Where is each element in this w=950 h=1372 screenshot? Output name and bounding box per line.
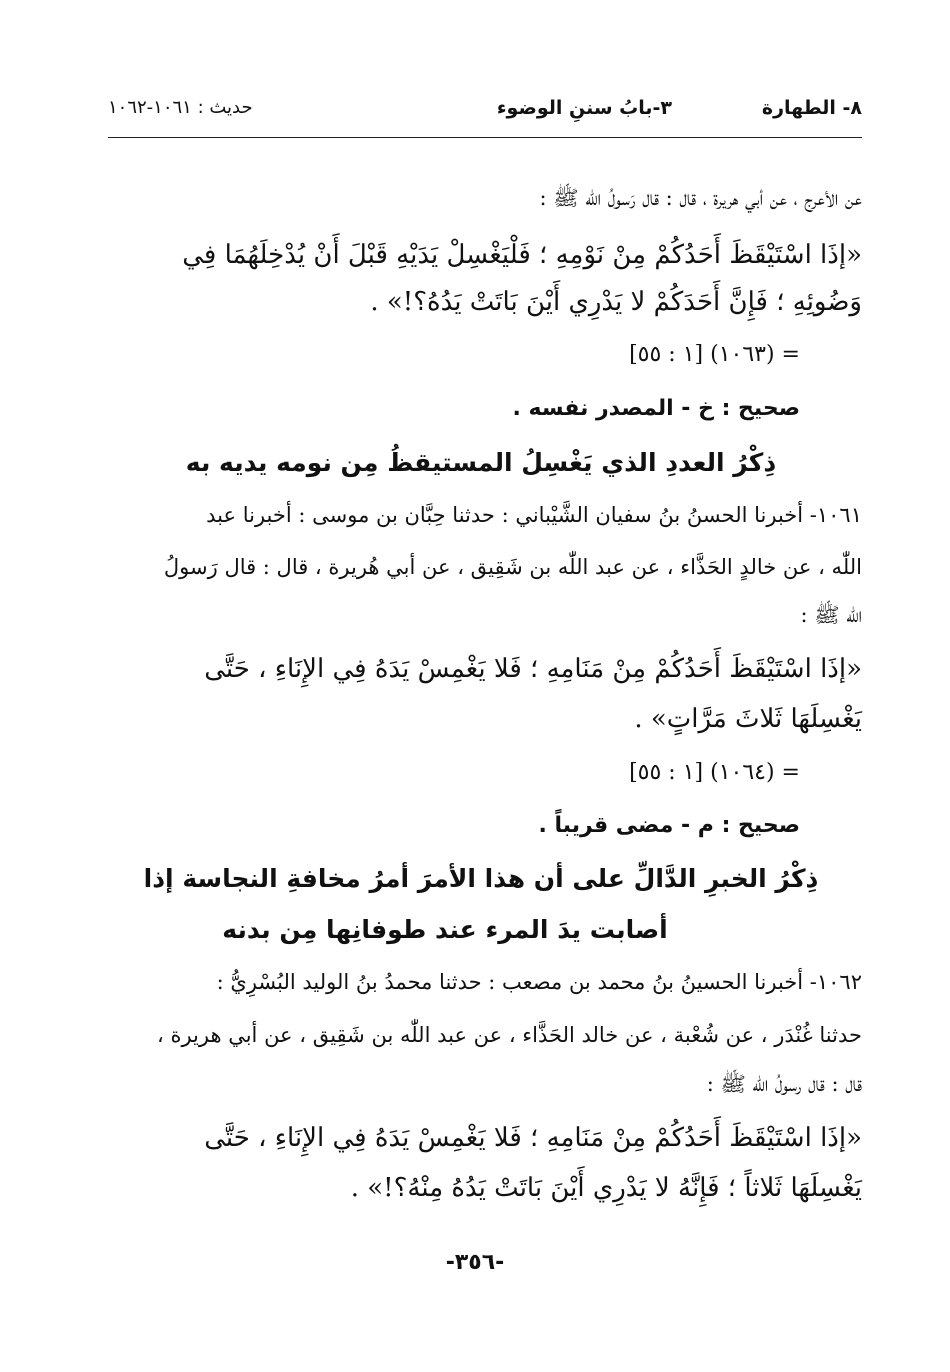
isnad-line: اللّٰه ، عن خالدٍ الحَذَّاء ، عن عبد اللّٰه بن شَقِيق ، عن أبي هُريرة ، قال : قال رَسولُ: [163, 555, 862, 579]
hadith-text-line: يَغْسِلَهَا ثَلاثاً ؛ فَإِنَّهُ لا يَدْرِي أَيْنَ بَاتَتْ يَدُهُ مِنْهُ؟!» .: [350, 1173, 862, 1203]
cross-reference: = (١٠٦٣) [١ : ٥٥]: [629, 342, 800, 367]
isnad-line: حدثنا غُنْدَر ، عن شُعْبة ، عن خالد الحَذَّاء ، عن عبد اللّٰه بن شَقِيق ، عن أبي هريرة ،: [156, 1023, 862, 1047]
page-number: -٣٥٦-: [445, 1250, 505, 1275]
text-line: عن الأعرج ، عن أبي هريرة ، قال : قال رَسولُ اللّٰه ﷺ :: [539, 186, 862, 210]
isnad-line: قال : قال رسولُ اللّٰه ﷺ :: [706, 1072, 862, 1096]
hadith-text-line: «إذَا اسْتَيْقَظَ أَحَدُكُمْ مِنْ مَنَامِهِ ؛ فَلا يَغْمِسْ يَدَهُ فِي الإِنَاءِ ، حَتَّى: [204, 1123, 862, 1153]
cross-reference: = (١٠٦٤) [١ : ٥٥]: [629, 760, 800, 785]
running-header: [108, 97, 862, 137]
hadith-text-line: وَضُوئِهِ ؛ فَإِنَّ أَحَدَكُمْ لا يَدْرِي أَيْنَ بَاتَتْ يَدُهُ؟!» .: [370, 287, 862, 317]
header-chapter: ٨- الطهارة: [761, 97, 862, 119]
header-section: ٣-بابُ سننِ الوضوء: [496, 97, 672, 119]
chapter-heading: ذِكْرُ الخبرِ الدَّالِّ على أن هذا الأمرَ أمرُ مخافةِ النجاسة إذا: [143, 864, 819, 893]
hadith-text-line: «إذَا اسْتَيْقَظَ أَحَدُكُمْ مِنْ نَوْمِهِ ؛ فَلْيَغْسِلْ يَدَيْهِ قَبْلَ أَنْ يُدْخِلَهُمَا فِي: [182, 240, 862, 270]
grading-note: صحيح : م - مضى قريباً .: [538, 813, 800, 838]
grading-note: صحيح : خ - المصدر نفسه .: [512, 396, 800, 421]
header-divider: [108, 137, 862, 138]
isnad-line: اللّٰه ﷺ :: [800, 603, 862, 627]
isnad-line: ١٠٦٢- أخبرنا الحسينُ بنُ محمد بن مصعب : حدثنا محمدُ بنُ الوليد البُسْرِيُّ :: [216, 970, 862, 994]
hadith-text-line: «إذَا اسْتَيْقَظَ أَحَدُكُمْ مِنْ مَنَامِهِ ؛ فَلا يَغْمِسْ يَدَهُ فِي الإِنَاءِ ، حَتَّى: [204, 654, 862, 684]
chapter-heading: ذِكْرُ العددِ الذي يَغْسِلُ المستيقظُ مِن نومه يديه به: [185, 448, 777, 477]
hadith-text-line: يَغْسِلَهَا ثَلاثَ مَرَّاتٍ» .: [634, 704, 862, 734]
header-hadith-range: حديث : ١٠٦١-١٠٦٢: [108, 97, 253, 118]
chapter-heading-continued: أصابت يدَ المرء عند طوفانِها مِن بدنه: [222, 915, 668, 944]
isnad-line: ١٠٦١- أخبرنا الحسنُ بنُ سفيان الشَّيْباني : حدثنا حِبَّان بن موسى : أخبرنا عبد: [206, 503, 862, 527]
